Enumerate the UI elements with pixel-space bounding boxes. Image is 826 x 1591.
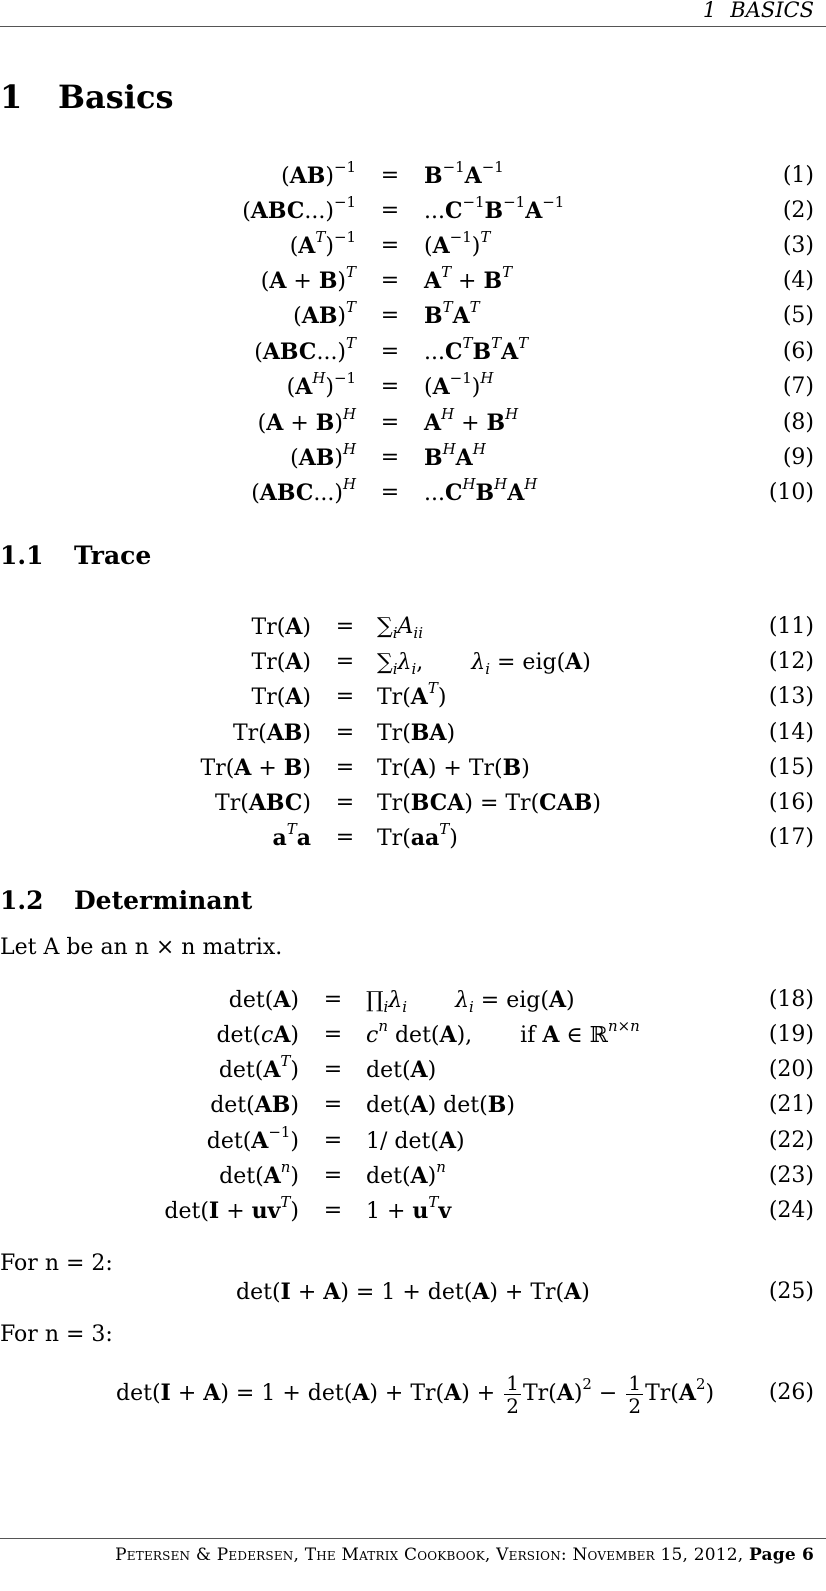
equation-number: (21)	[768, 1092, 814, 1117]
subsection-heading-trace	[0, 541, 151, 570]
determinant-intro	[0, 935, 282, 960]
equation-row: $(ABC...)^{-1}$ = $...C^{-1}B^{-1}A^{-1}$ (2)	[0, 195, 826, 227]
equation-number: (16)	[768, 790, 814, 815]
equation-row: det(A) = $\prod_i\lambda_i$ $\lambda_i = eig(A)$ (18)	[0, 984, 826, 1016]
section-number: 1	[0, 78, 23, 116]
equation-number: (1)	[782, 163, 814, 188]
determinant-intro-text: Let A be an n × n matrix.	[0, 935, 283, 960]
equation-row: Tr(A + B) = Tr(A) + Tr(B) (15)	[0, 752, 826, 784]
equation-row: $(A + B)^T$ = $A^T + B^T$ (4)	[0, 265, 826, 297]
equation-row: $(ABC...)^H$ = $...C^HB^HA^H$ (10)	[0, 477, 826, 509]
equation-number: (8)	[782, 410, 814, 435]
equation-row: $\det(A^{-1})$ = 1/ det(A) (22)	[0, 1125, 826, 1157]
running-head-number: 1	[702, 0, 717, 22]
section-heading-basics	[0, 78, 173, 116]
equation-number: (25)	[768, 1279, 814, 1304]
equation-row: (AB)$^{-1}$ = $B^{-1}A^{-1}$ (1)	[0, 160, 826, 192]
equation-row: $\det(A^T)$ = det(A) (20)	[0, 1054, 826, 1086]
equation-row: (AB)$^T$ = $B^TA^T$ (5)	[0, 300, 826, 332]
subsection-title: Trace	[74, 541, 152, 570]
subsection-title: Determinant	[74, 886, 253, 915]
equation-number: (15)	[768, 755, 814, 780]
equation-row: Tr(A) = $Tr(A^T)$ (13)	[0, 681, 826, 713]
equation-number: (10)	[768, 480, 814, 505]
equation-row: $(A^H)^{-1}$ = $(A^{-1})^H$ (7)	[0, 371, 826, 403]
equation-row: $(A + B)^H$ = $A^H + B^H$ (8)	[0, 407, 826, 439]
page-footer	[0, 1545, 814, 1565]
equation-number: (12)	[768, 649, 814, 674]
running-head-title: BASICS	[730, 0, 814, 22]
equation-number: (4)	[782, 268, 814, 293]
page-number: Page 6	[749, 1545, 814, 1565]
equation-number: (24)	[768, 1198, 814, 1223]
equation-row: (AB)$^H$ = $B^HA^H$ (9)	[0, 442, 826, 474]
equation-row: Tr(A) = $\sum_i\lambda_i$, $\lambda_i = eig(A)$ (12)	[0, 646, 826, 678]
footer-citation: Petersen & Pedersen, The Matrix Cookbook, Version: November 15, 2012,	[115, 1545, 744, 1565]
equation-row: $a^Ta$ = $Tr(aa^T)$ (17)	[0, 822, 826, 854]
equation-number: (19)	[768, 1022, 814, 1047]
equation-row: Tr(ABC) = Tr(BCA) = Tr(CAB) (16)	[0, 787, 826, 819]
equation-number: (13)	[768, 684, 814, 709]
equation-number: (18)	[768, 987, 814, 1012]
equation-row: $\det(I + uv^T)$ = $1 + u^Tv$ (24)	[0, 1195, 826, 1227]
for-n3-text: For n = 3:	[0, 1322, 113, 1347]
equation-number: (26)	[768, 1380, 814, 1405]
equation-number: (2)	[782, 198, 814, 223]
equation-number: (17)	[768, 825, 814, 850]
subsection-heading-determinant	[0, 886, 252, 915]
equation-number: (7)	[782, 374, 814, 399]
equation-row: $(ABC...)^T$ = $...C^TB^TA^T$ (6)	[0, 336, 826, 368]
equation-number: (11)	[768, 614, 814, 639]
running-head	[703, 0, 814, 22]
equation-row: $\det(A^n)$ = $\det(A)^n$ (23)	[0, 1160, 826, 1192]
equation-row: Tr(AB) = Tr(BA) (14)	[0, 717, 826, 749]
equation-number: (20)	[768, 1057, 814, 1082]
equation-row: det(AB) = det(A) det(B) (21)	[0, 1089, 826, 1121]
equation-number: (5)	[782, 303, 814, 328]
equation-row: Tr(A) = $\sum_iA_{ii}$ (11)	[0, 611, 826, 643]
section-title: Basics	[58, 78, 174, 116]
equation-row: $(A^T)^{-1}$ = $(A^{-1})^T$ (3)	[0, 230, 826, 262]
equation-25: det(I + A) = 1 + det(A) + Tr(A) (25)	[0, 1276, 826, 1308]
subsection-number: 1.1	[0, 541, 44, 570]
header-rule	[0, 26, 826, 27]
equation-number: (6)	[782, 339, 814, 364]
equation-number: (23)	[768, 1163, 814, 1188]
equation-number: (3)	[782, 233, 814, 258]
equation-number: (9)	[782, 445, 814, 470]
equation-number: (14)	[768, 720, 814, 745]
footer-rule	[0, 1538, 826, 1539]
equation-row: det(cA) = $c^n$ det(A), if A ∈ ℝ$^{n\times n}$ (19)	[0, 1019, 826, 1051]
equation-number: (22)	[768, 1128, 814, 1153]
equation-26: det(I + A) = 1 + det(A) + Tr(A) + $\frac{1}{2}$ $Tr(A)^2$ − $\frac{1}{2}$ $Tr(A^2)$ (26)	[116, 1370, 814, 1418]
for-n2-text: For n = 2:	[0, 1251, 113, 1276]
subsection-number: 1.2	[0, 886, 44, 915]
